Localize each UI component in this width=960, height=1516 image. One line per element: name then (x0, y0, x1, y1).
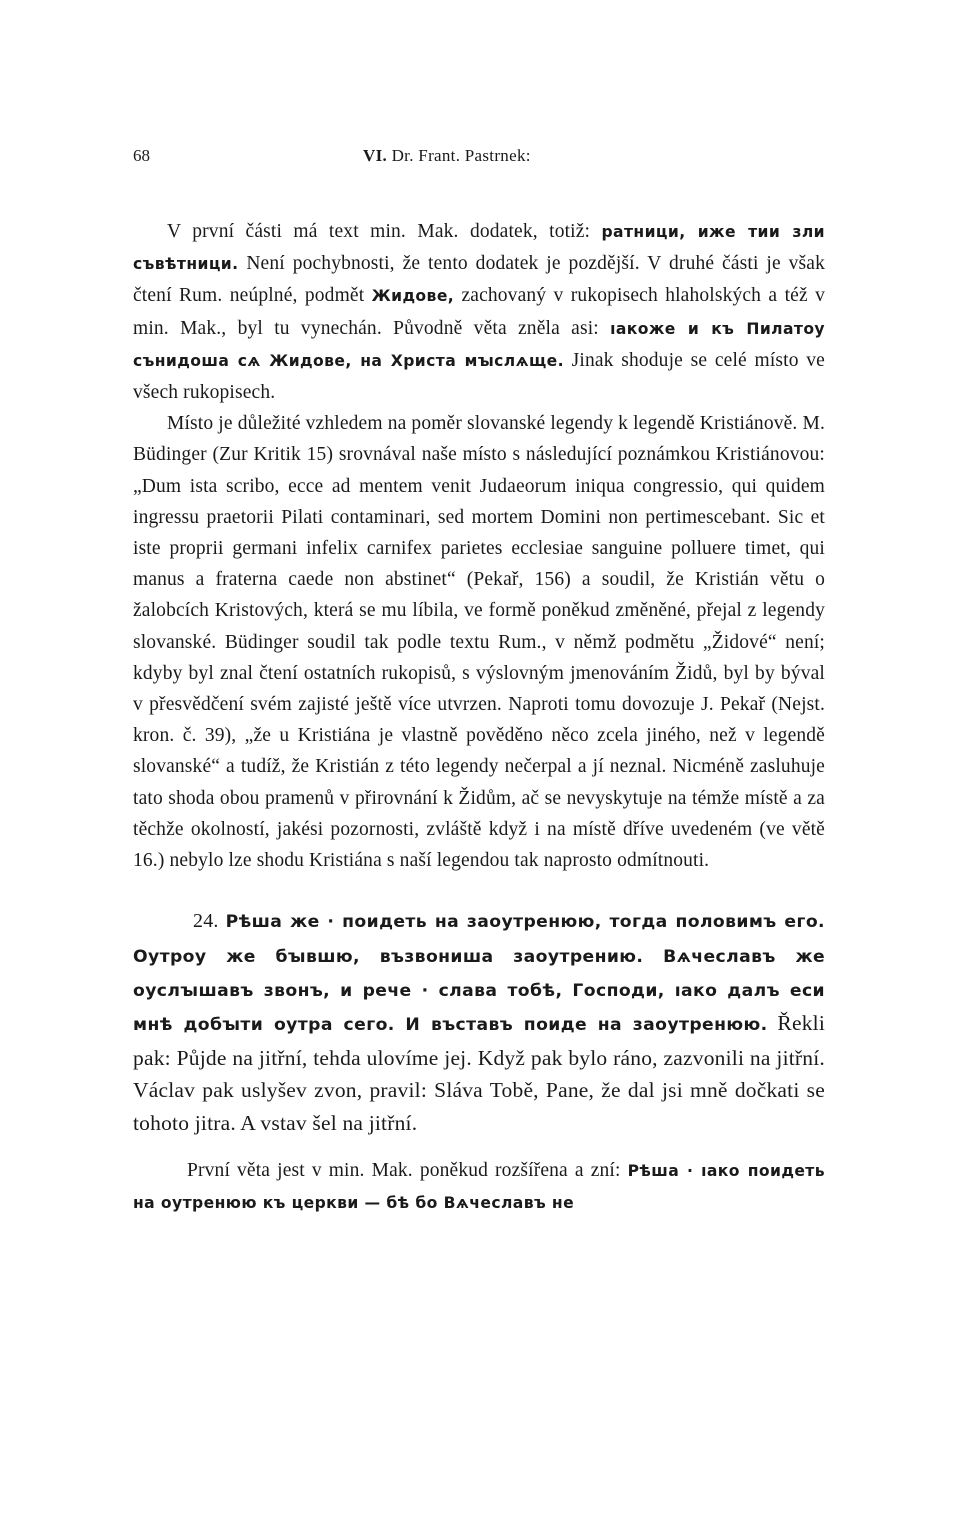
author-name: Dr. Frant. Pastrnek: (391, 146, 531, 165)
p1-slavonic-quote-1: ратници, иже тии зли съвѣтници. (133, 223, 825, 274)
p1-text-g: Jinak shoduje se celé místo ve všech rukopisech. (133, 349, 825, 404)
final-paragraph (133, 1155, 825, 1219)
section-number: 24. (193, 910, 219, 933)
section-24 (133, 904, 825, 1139)
p1-slavonic-word: Жидове, (371, 287, 455, 306)
final-text-a: První věta jest v min. Mak. poněkud rozšířena a zní: (187, 1160, 628, 1182)
running-header (133, 146, 825, 176)
p1-slavonic-quote-2: ıакоже и къ Пилатоу сънидоша сѧ Жидове, на Христа мꙑслѧще. (133, 319, 825, 370)
p1-text-e: zachovaný v rukopisech hlaholských a též v min. Mak., byl tu vynechán. Původně věta zněla asi: (133, 285, 825, 339)
section-roman-numeral: VI. (363, 146, 388, 165)
page-number: 68 (133, 146, 150, 165)
section-24-slavonic-text: Рѣша же · поидеть на заоутренюю, тогда половимъ его. Оутроу же бꙑвшю, възвониша заоутрению. Вѧчеславъ же оуслꙑшавъ звонъ, и рече · слава тобѣ, Господи, ıако далъ еси мнѣ добꙑти оутра сего. И въставъ поиде на заоутренюю. (133, 912, 825, 1036)
p1-text-a: V první části má text min. Mak. dodatek, totiž: (167, 221, 602, 242)
body-text (133, 216, 825, 876)
paragraph-1 (133, 216, 825, 408)
paragraph-2: Místo je důležité vzhledem na poměr slovanské legendy k legendě Kristiánově. M. Büdinger (Zur Kritik 15) srovnával naše místo s následující poznámkou Kristiánovou: „Dum ista scribo, ecce ad mentem venit Judaeorum iniqua congressio, qui quidem ingressu praetorii Pilati contaminari, sed mortem Domini non pertimescebant. Sic et iste proprii germani infelix carnifex parietes ecclesiae sanguine polluere timet, qui manus a fraterna caede non abstinet“ (Pekař, 156) a soudil, že Kristián větu o žalobcích Kristových, která se mu líbila, ve formě poněkud změněné, přejal z legendy slovanské. Büdinger soudil tak podle textu Rum., v němž podmětu „Židové“ není; kdyby byl znal čtení ostatních rukopisů, s výslovným jmenováním Židů, byl by býval v přesvědčení svém zajisté ještě více utvrzen. Naproti tomu dovozuje J. Pekař (Nejst. kron. č. 39), „že u Kristiána je vlastně pověděno něco zcela jiného, než v legendě slovanské“ a tudíž, že Kristián z této legendy nečerpal a jí neznal. Nicméně zasluhuje tato shoda obou pramenů v přirovnání k Židům, ač se nevyskytuje na témže místě a za těchže okolností, jakési pozornosti, zvláště když i na místě dříve uvedeném (ve větě 16.) nebylo lze shodu Kristiána s naší legendou tak naprosto odmítnouti. (133, 413, 825, 872)
final-slavonic-quote: Рѣша · ıако поидеть на оутренюю къ церкви — бѣ бо Вѧчеславъ не (133, 1162, 825, 1213)
p1-text-c: Není pochybnosti, že tento dodatek je pozdější. V druhé části je však čtení Rum. neúplné, podmět (133, 253, 825, 307)
document-page (133, 146, 825, 1220)
running-title (363, 146, 531, 166)
section-24-czech-translation: Řekli pak: Půjde na jitřní, tehda ulovíme jej. Když pak bylo ráno, zazvonili na jitřní. Václav pak uslyšev zvon, pravil: Sláva Tobě, Pane, že dal jsi mně dočkati se tohoto jitra. A vstav šel na jitřní. (133, 1011, 826, 1135)
